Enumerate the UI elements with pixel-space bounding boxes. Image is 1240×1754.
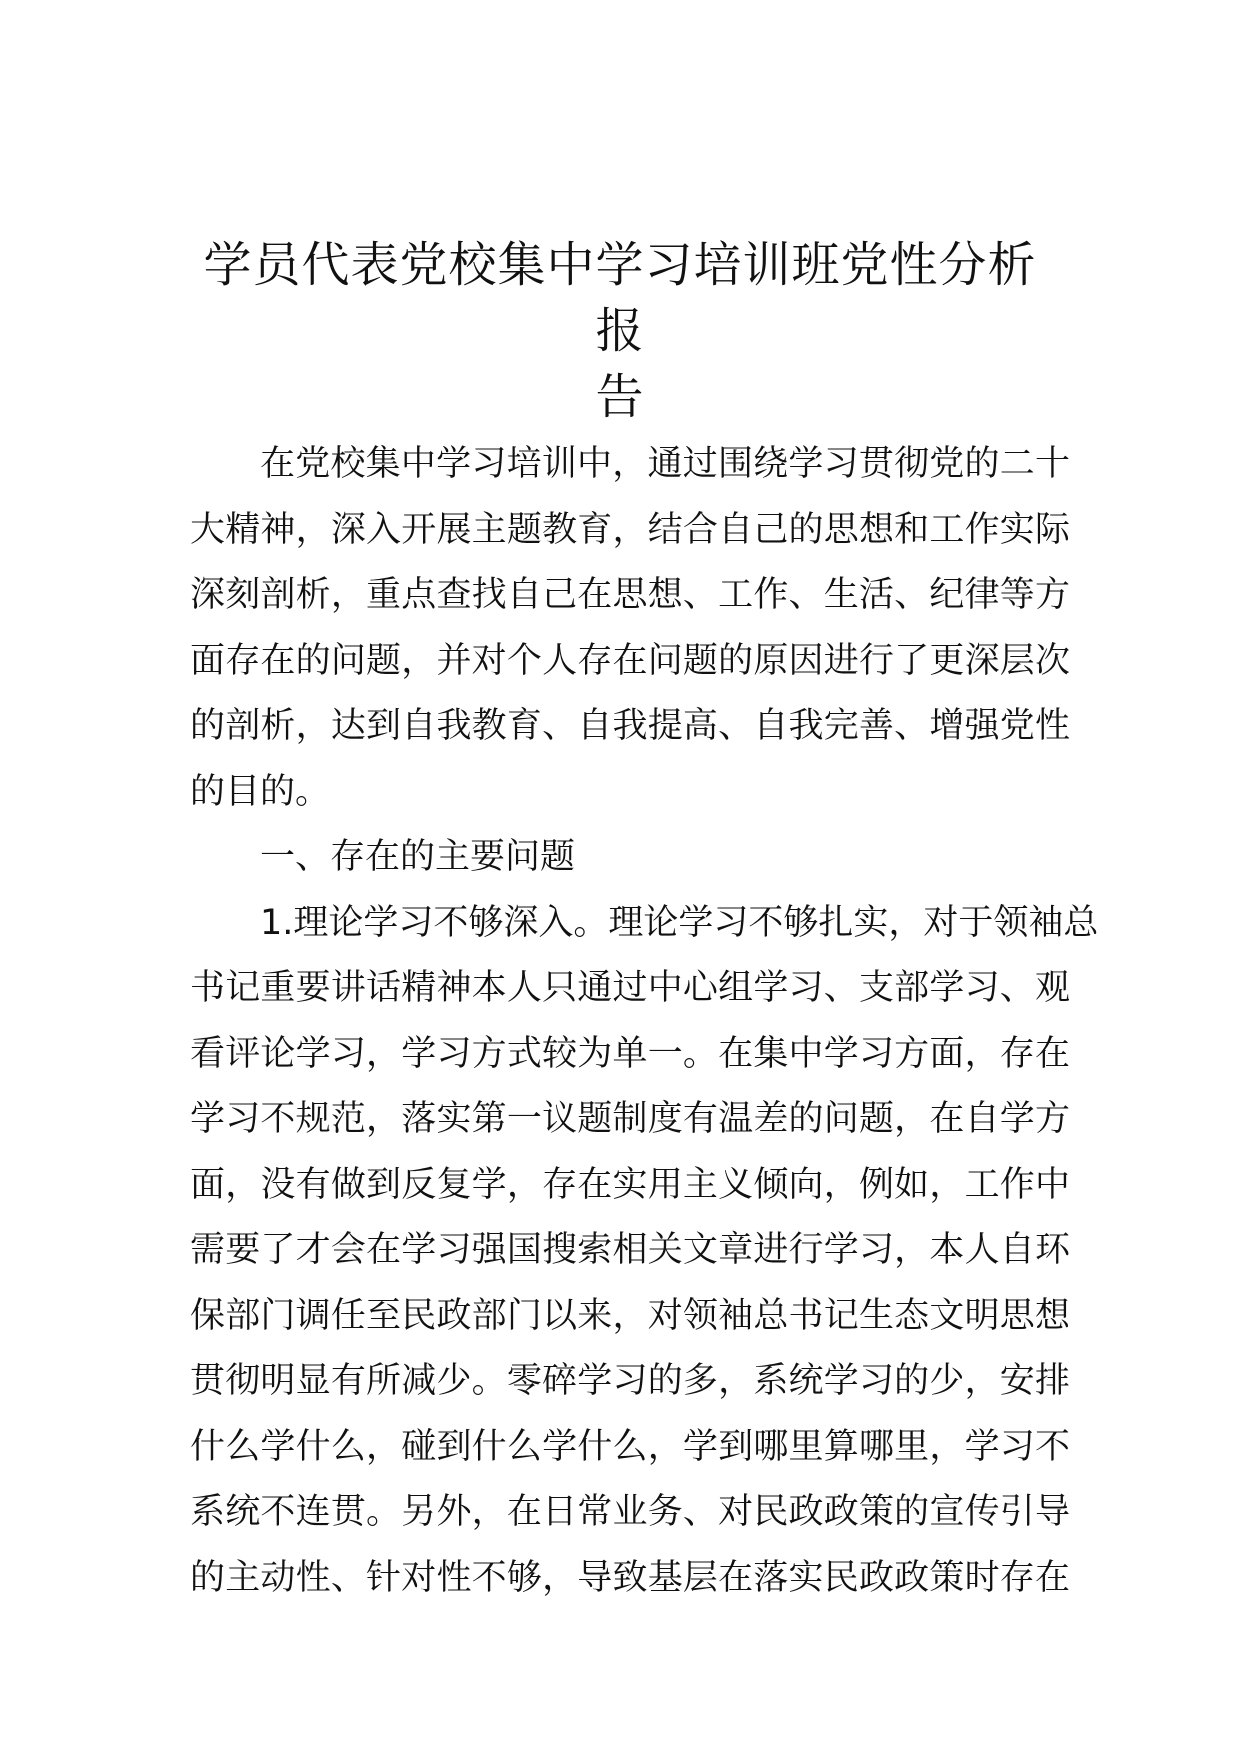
text-line: 1.理论学习不够深入。理论学习不够扎实，对于领袖总: [260, 902, 1099, 943]
text-line: 贯彻明显有所减少。零碎学习的多，系统学习的少，安排: [190, 1361, 1070, 1401]
text-line: 面存在的问题，并对个人存在问题的原因进行了更深层次: [190, 640, 1070, 681]
text-line: 保部门调任至民政部门以来，对领袖总书记生态文明思想: [190, 1295, 1070, 1336]
text-line: 需要了才会在学习强国搜索相关文章进行学习，本人自环: [190, 1230, 1070, 1270]
title-line: 学员代表党校集中学习培训班党性分析报: [203, 237, 1037, 359]
title-line: 告: [595, 369, 645, 425]
section-heading: 一、存在的主要问题: [260, 837, 576, 877]
text-line: 系统不连贯。另外，在日常业务、对民政政策的宣传引导: [190, 1492, 1070, 1532]
paragraph-intro: [190, 432, 1070, 825]
document-title: [190, 232, 1050, 430]
text-line: 看评论学习，学习方式较为单一。在集中学习方面，存在: [190, 1033, 1070, 1074]
text-line: 学习不规范，落实第一议题制度有温差的问题，在自学方: [190, 1099, 1070, 1139]
text-line: 什么学什么，碰到什么学什么，学到哪里算哪里，学习不: [190, 1426, 1070, 1467]
text-line: 的主动性、针对性不够，导致基层在落实民政政策时存在: [190, 1557, 1070, 1598]
text-line: 在党校集中学习培训中，通过围绕学习贯彻党的二十: [260, 444, 1070, 484]
paragraph-point-1: [190, 891, 1099, 1612]
text-line: 的目的。: [190, 771, 331, 812]
document-body: [190, 432, 1099, 1611]
text-line: 面，没有做到反复学，存在实用主义倾向，例如，工作中: [190, 1164, 1070, 1205]
text-line: 书记重要讲话精神本人只通过中心组学习、支部学习、观: [190, 968, 1070, 1008]
text-line: 大精神，深入开展主题教育，结合自己的思想和工作实际: [190, 509, 1070, 550]
text-line: 的剖析，达到自我教育、自我提高、自我完善、增强党性: [190, 706, 1070, 746]
text-line: 深刻剖析，重点查找自己在思想、工作、生活、纪律等方: [190, 575, 1070, 615]
